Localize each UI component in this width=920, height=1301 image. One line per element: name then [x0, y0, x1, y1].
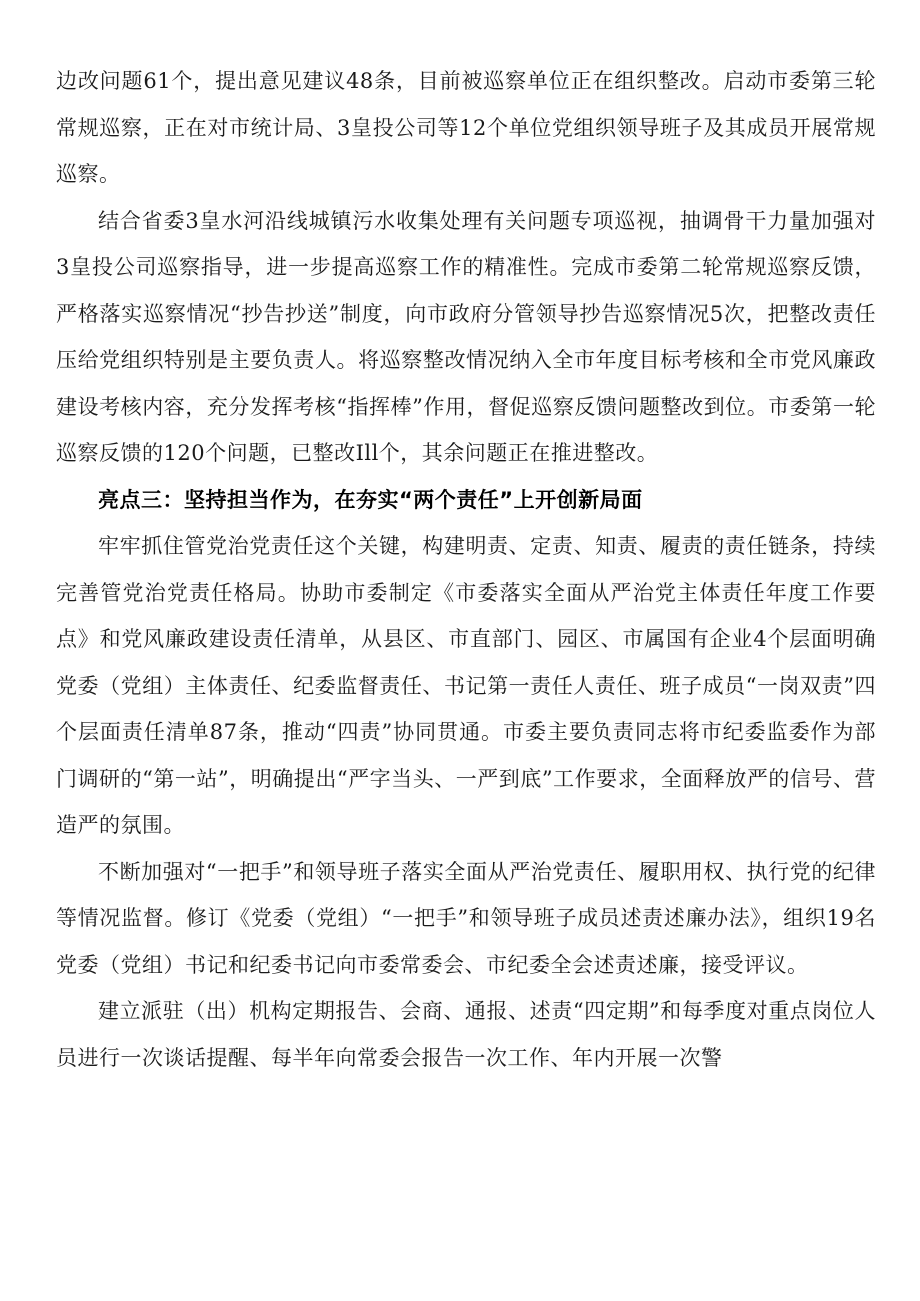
paragraph: 建立派驻（出）机构定期报告、会商、通报、述责“四定期”和每季度对重点岗位人员进行一次谈话提醒、每半年向常委会报告一次工作、年内开展一次警 [56, 999, 876, 1070]
section-heading: 亮点三：坚持担当作为，在夯实“两个责任”上开创新局面 [98, 487, 643, 512]
paragraph: 不断加强对“一把手”和领导班子落实全面从严治党责任、履职用权、执行党的纪律等情况监督。修订《党委（党组）“一把手”和领导班子成员述责述廉办法》，组织19名党委（党组）书记和纪委书记向市委常委会、市纪委全会述责述廉，接受评议。 [56, 859, 876, 977]
paragraph-continued: 边改问题61个，提出意见建议48条，目前被巡察单位正在组织整改。启动市委第三轮常规巡察，正在对市统计局、3皇投公司等12个单位党组织领导班子及其成员开展常规巡察。 [56, 69, 876, 186]
document-body [56, 58, 876, 1081]
paragraph: 牢牢抓住管党治党责任这个关键，构建明责、定责、知责、履责的责任链条，持续完善管党治党责任格局。协助市委制定《市委落实全面从严治党主体责任年度工作要点》和党风廉政建设责任清单，从县区、市直部门、园区、市属国有企业4个层面明确党委（党组）主体责任、纪委监督责任、书记第一责任人责任、班子成员“一岗双责”四个层面责任清单87条，推动“四责”协同贯通。市委主要负责同志将市纪委监委作为部门调研的“第一站”，明确提出“严字当头、一严到底”工作要求，全面释放严的信号、营造严的氛围。 [56, 534, 876, 837]
paragraph: 结合省委3皇水河沿线城镇污水收集处理有关问题专项巡视，抽调骨干力量加强对3皇投公司巡察指导，进一步提高巡察工作的精准性。完成市委第二轮常规巡察反馈，严格落实巡察情况“抄告抄送”制度，向市政府分管领导抄告巡察情况5次，把整改责任压给党组织特别是主要负责人。将巡察整改情况纳入全市年度目标考核和全市党风廉政建设考核内容，充分发挥考核“指挥棒”作用，督促巡察反馈问题整改到位。市委第一轮巡察反馈的120个问题，已整改Ill个，其余问题正在推进整改。 [56, 208, 876, 465]
